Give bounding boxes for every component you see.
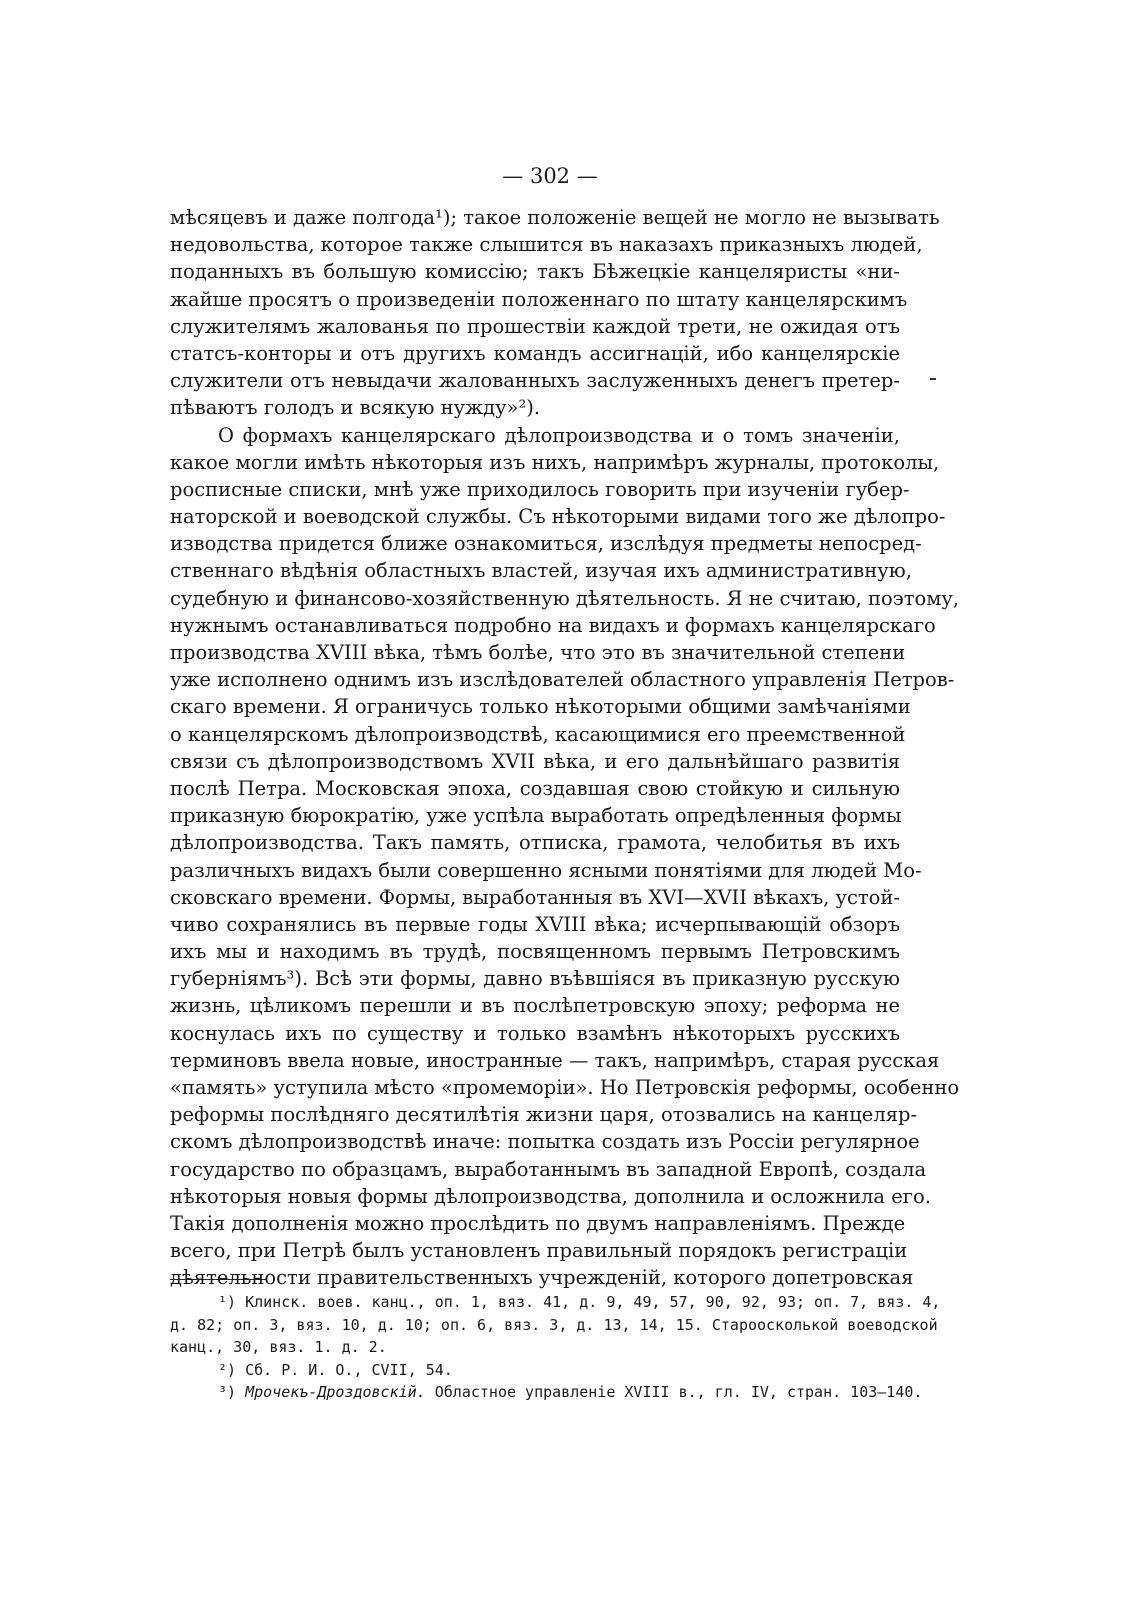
footnote-marker: ¹) — [218, 1293, 237, 1311]
text-line: послѣ Петра. Московская эпоха, создавшая свою стойкую и сильную — [170, 776, 900, 800]
text-line: производства XVIII вѣка, тѣмъ болѣе, что это въ значительной степени — [170, 641, 906, 664]
text-line: сковскаго времени. Формы, выработанныя въ XVI—XVII вѣкахъ, устой- — [170, 885, 901, 909]
text-line: росписные списки, мнѣ уже приходилось говорить при изученіи губер- — [170, 477, 910, 501]
text-line: терминовъ ввела новые, иностранные — такъ, напримѣръ, старая русская — [170, 1048, 940, 1072]
text-line: скаго времени. Я ограничусь только нѣкоторыми общими замѣчаніями — [170, 695, 911, 719]
text-line: государство по образцамъ, выработаннымъ въ западной Европѣ, создала — [170, 1157, 927, 1181]
text-line: губерніямъ³). Всѣ эти формы, давно въѣвшіяся въ приказную русскую — [170, 967, 900, 991]
text-line: скомъ дѣлопроизводствѣ иначе: попытка создать изъ Россіи регулярное — [170, 1130, 920, 1154]
text-line: недовольства, которое также слышится въ наказахъ приказныхъ людей, — [170, 233, 923, 257]
text-line: Такія дополненія можно прослѣдить по двумъ направленіямъ. Прежде — [170, 1211, 906, 1235]
footnote-3 — [170, 1381, 923, 1404]
text-line: связи съ дѣлопроизводствомъ XVII вѣка, и его дальнѣйшаго развитія — [170, 749, 900, 773]
text-line: всего, при Петрѣ былъ установленъ правильный порядокъ регистраціи — [170, 1239, 908, 1263]
text-line: реформы послѣдняго десятилѣтія жизни царя, отозвались на канцеляр- — [170, 1103, 918, 1127]
body-text — [170, 204, 960, 1292]
footnote-2 — [170, 1359, 900, 1382]
text-line: о канцелярскомъ дѣлопроизводствѣ, касающимися его преемственной — [170, 722, 906, 746]
footnotes — [170, 1291, 941, 1404]
footnote-1-continued: канц., 30, вяз. 1. д. 2. — [170, 1338, 387, 1356]
text-line: коснулась ихъ по существу и только взамѣнъ нѣкоторыхъ русскихъ — [170, 1021, 900, 1045]
footnote-divider — [170, 1279, 266, 1280]
footnote-1-continued: д. 82; оп. 3, вяз. 10, д. 10; оп. 6, вяз. 3, д. 13, 14, 15. Староосколькой воеводской — [170, 1315, 938, 1334]
text-line: «память» уступила мѣсто «промеморіи». Но Петровскія реформы, особенно — [170, 1076, 960, 1099]
text-line: судебную и финансово-хозяйственную дѣятельность. Я не считаю, поэтому, — [170, 586, 960, 610]
text-line: мѣсяцевъ и даже полгода¹); такое положеніе вещей не могло не вызывать — [170, 206, 940, 229]
text-line: дѣятельности правительственныхъ учрежденій, которого допетровская — [170, 1266, 914, 1290]
text-line: приказную бюрократію, уже успѣла выработать опредѣленныя формы — [170, 804, 902, 828]
text-line: различныхъ видахъ были совершенно ясными понятіями для людей Мо- — [170, 858, 922, 882]
footnote-text: Клинск. воев. канц., оп. 1, вяз. 41, д. 9, 49, 57, 90, 92, 93; оп. 7, вяз. 4, — [245, 1293, 941, 1311]
text-line: нужнымъ останавливаться подробно на видахъ и формахъ канцелярскаго — [170, 613, 936, 637]
text-line: О формахъ канцелярскаго дѣлопроизводства и о томъ значеніи, — [218, 423, 900, 447]
text-line: какое могли имѣть нѣкоторыя изъ нихъ, напримѣръ журналы, протоколы, — [170, 450, 940, 474]
text-line: поданныхъ въ большую комиссію; такъ Бѣжецкіе канцеляристы «ни- — [170, 260, 900, 284]
text-line: ственнаго вѣдѣнія областныхъ властей, изучая ихъ административную, — [170, 559, 912, 583]
text-line: ихъ мы и находимъ въ трудѣ, посвященномъ первымъ Петровскимъ — [170, 940, 900, 964]
stray-ink-mark — [930, 378, 936, 380]
text-line: статсъ-конторы и отъ другихъ командъ ассигнацій, ибо канцелярскіе — [170, 341, 900, 365]
text-line: служители отъ невыдачи жалованныхъ заслуженныхъ денегъ претер- — [170, 369, 900, 393]
footnote-marker: ²) — [218, 1360, 237, 1379]
text-line: наторской и воеводской службы. Съ нѣкоторыми видами того же дѣлопро- — [170, 505, 946, 529]
text-line: дѣлопроизводства. Такъ память, отписка, грамота, челобитья въ ихъ — [170, 831, 900, 855]
text-line: жизнь, цѣликомъ перешли и въ послѣпетровскую эпоху; реформа не — [170, 994, 900, 1018]
footnote-1 — [170, 1291, 941, 1314]
text-line: служителямъ жалованья по прошествіи каждой трети, не ожидая отъ — [170, 314, 900, 338]
text-line: пѣваютъ голодъ и всякую нужду»²). — [170, 396, 541, 420]
footnote-text: Областное управленіе XVIII в., гл. IV, стран. 103—140. — [434, 1383, 923, 1401]
page-number: — 302 — — [502, 164, 598, 188]
text-line: нѣкоторыя новыя формы дѣлопроизводства, дополнила и осложнила его. — [170, 1184, 931, 1208]
footnote-author: Мрочекъ-Дроздовскій. — [245, 1383, 426, 1401]
text-line: уже исполнено однимъ изъ изслѣдователей областного управленія Петров- — [170, 668, 955, 692]
text-line: чиво сохранялись въ первые годы XVIII вѣка; исчерпывающій обзоръ — [170, 912, 900, 936]
text-line: изводства придется ближе ознакомиться, изслѣдуя предметы непосред- — [170, 532, 922, 556]
text-line: жайше просятъ о произведеніи положеннаго по штату канцелярскимъ — [170, 287, 908, 311]
footnote-text: Сб. Р. И. О., CVII, 54. — [245, 1360, 453, 1379]
footnote-marker: ³) — [218, 1383, 237, 1401]
